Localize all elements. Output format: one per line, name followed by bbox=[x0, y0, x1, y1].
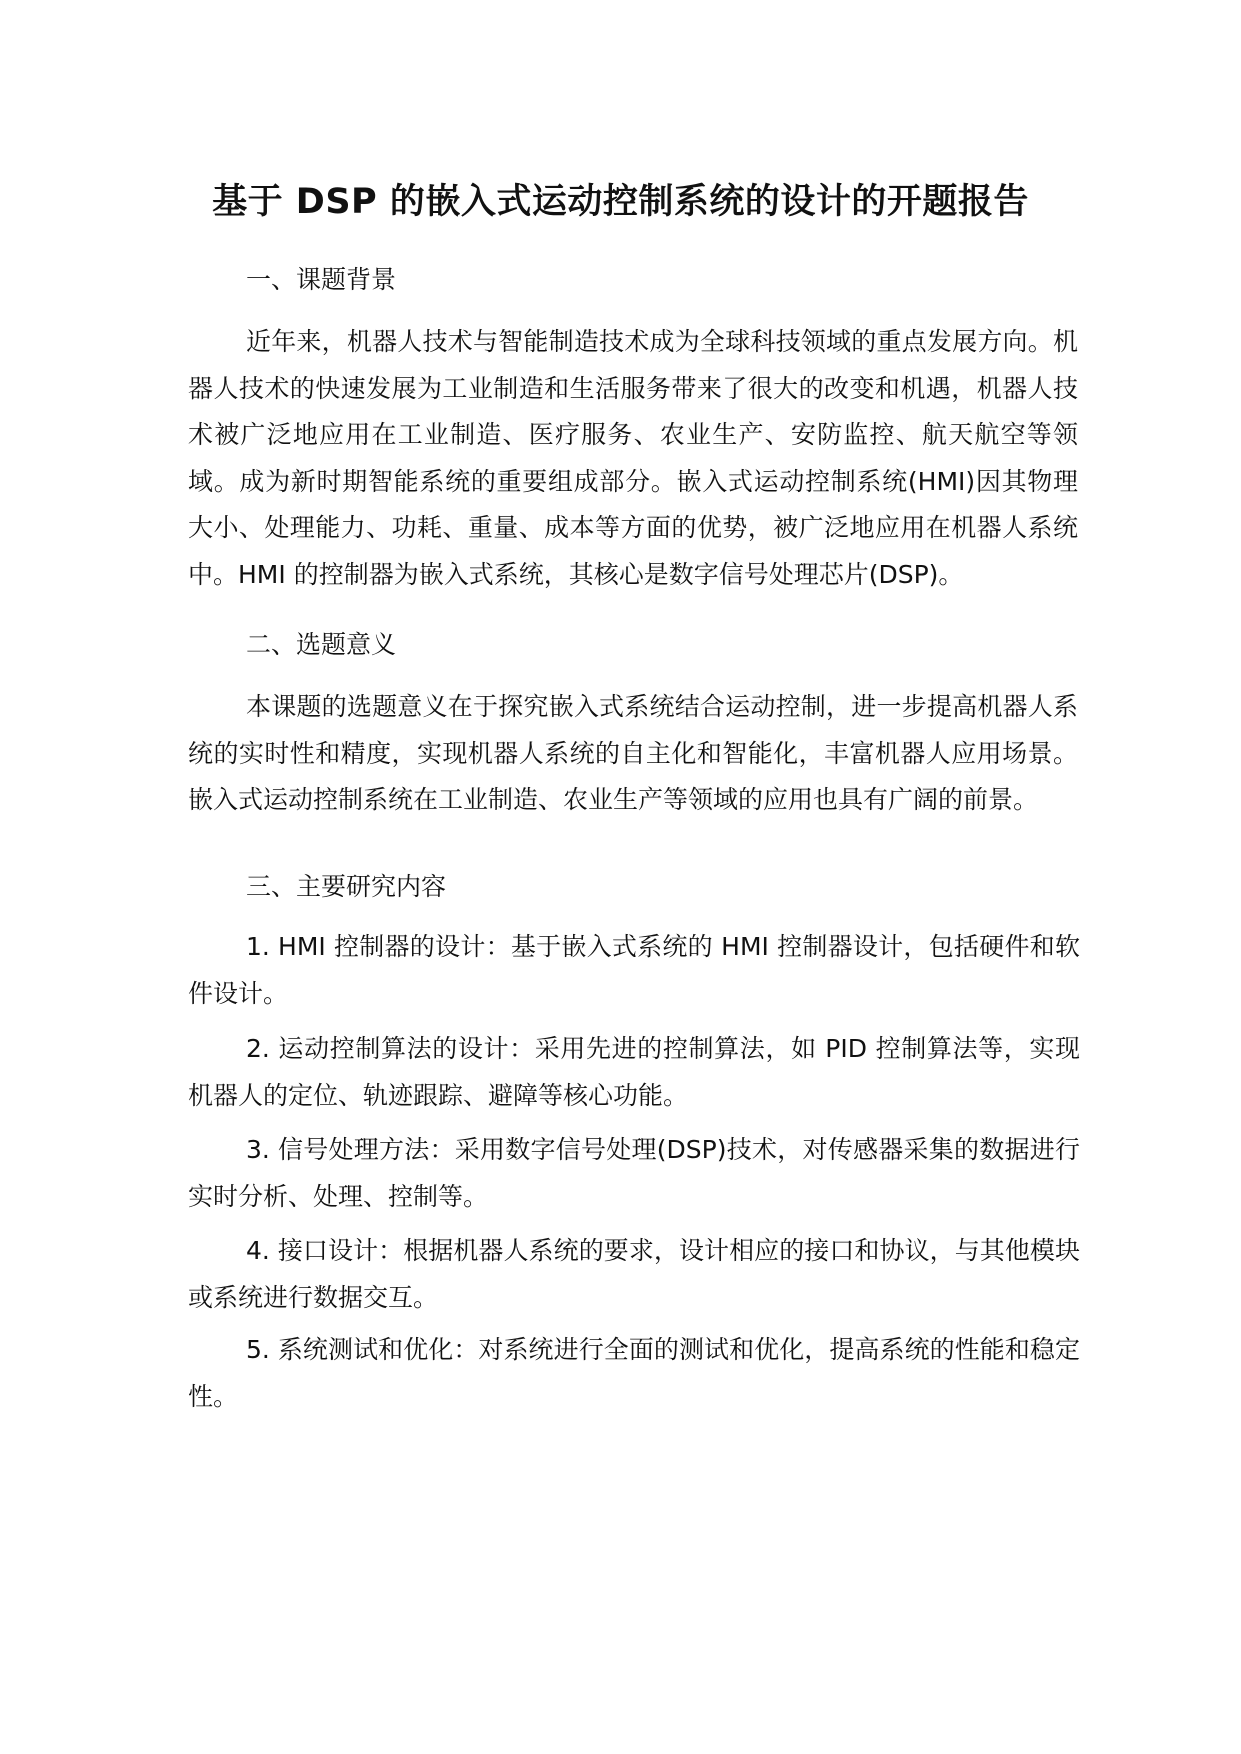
research-item-3: 3. 信号处理方法：采用数字信号处理(DSP)技术，对传感器采集的数据进行实时分析、处理、控制等。 bbox=[188, 1135, 1080, 1211]
background-paragraph: 近年来，机器人技术与智能制造技术成为全球科技领域的重点发展方向。机器人技术的快速发展为工业制造和生活服务带来了很大的改变和机遇，机器人技术被广泛地应用在工业制造、医疗服务、农业生产、安防监控、航天航空等领域。成为新时期智能系统的重要组成部分。嵌入式运动控制系统(HMI)因其物理大小、处理能力、功耗、重量、成本等方面的优势，被广泛地应用在机器人系统中。HMI 的控制器为嵌入式系统，其核心是数字信号处理芯片(DSP)。 bbox=[188, 327, 1078, 589]
section-heading-research-content: 三、主要研究内容 bbox=[246, 872, 447, 901]
research-item-1: 1. HMI 控制器的设计：基于嵌入式系统的 HMI 控制器设计，包括硬件和软件设计。 bbox=[188, 932, 1080, 1008]
document-title: 基于 DSP 的嵌入式运动控制系统的设计的开题报告 bbox=[212, 182, 1029, 222]
research-item-5: 5. 系统测试和优化：对系统进行全面的测试和优化，提高系统的性能和稳定性。 bbox=[188, 1335, 1080, 1411]
section-heading-significance: 二、选题意义 bbox=[246, 630, 397, 659]
significance-paragraph: 本课题的选题意义在于探究嵌入式系统结合运动控制，进一步提高机器人系统的实时性和精度，实现机器人系统的自主化和智能化，丰富机器人应用场景。嵌入式运动控制系统在工业制造、农业生产等领域的应用也具有广阔的前景。 bbox=[188, 692, 1078, 814]
section-heading-background: 一、课题背景 bbox=[246, 265, 397, 294]
research-item-2: 2. 运动控制算法的设计：采用先进的控制算法，如 PID 控制算法等，实现机器人的定位、轨迹跟踪、避障等核心功能。 bbox=[188, 1034, 1080, 1110]
research-item-4: 4. 接口设计：根据机器人系统的要求，设计相应的接口和协议，与其他模块或系统进行数据交互。 bbox=[188, 1236, 1080, 1312]
